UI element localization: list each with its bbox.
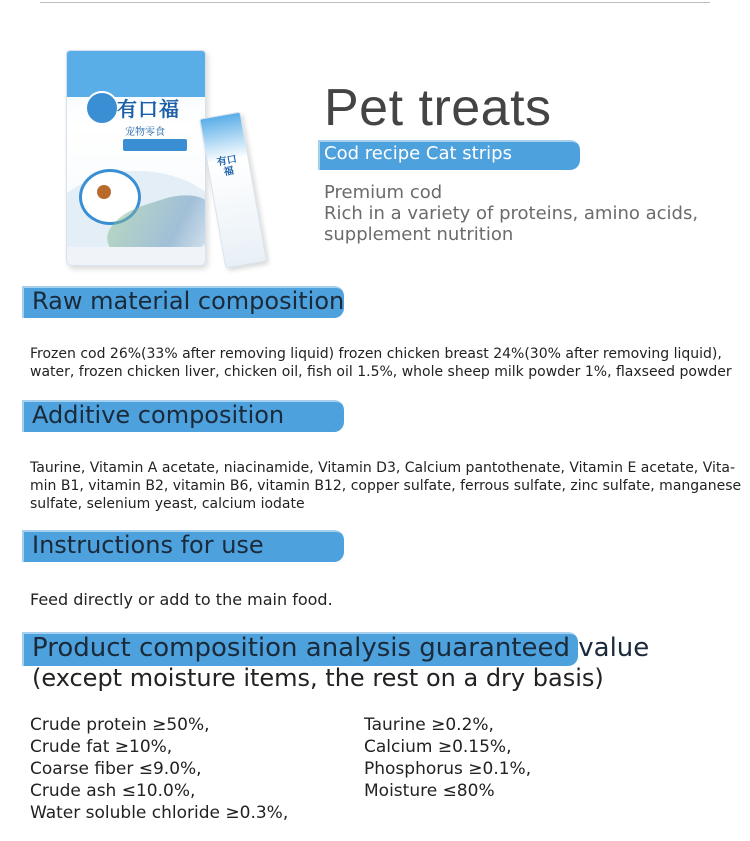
brand-logo-icon — [85, 91, 119, 125]
analysis-item: Calcium ≥0.15%, — [364, 737, 512, 757]
pouch-top-band — [67, 51, 205, 97]
treat-stick — [199, 112, 267, 269]
feature-item: Rich in a variety of proteins, amino acids, — [324, 203, 699, 224]
analysis-subheading: (except moisture items, the rest on a dry basis) — [32, 664, 604, 692]
text-line: Taurine, Vitamin A acetate, niacinamide, Vitamin D3, Calcium pantothenate, Vitamin E acetate, Vita- — [30, 460, 735, 476]
treat-pouch — [66, 50, 206, 266]
subtitle-text: Cod recipe Cat strips — [324, 143, 512, 164]
analysis-item: Crude protein ≥50%, — [30, 715, 210, 735]
analysis-item: Phosphorus ≥0.1%, — [364, 759, 532, 779]
pouch-footer — [67, 247, 205, 265]
raw-material-heading: Raw material composition — [32, 287, 345, 315]
additive-text — [30, 459, 741, 513]
pouch-tag — [123, 139, 187, 151]
text-line: min B1, vitamin B2, vitamin B6, vitamin B12, copper sulfate, ferrous sulfate, zinc sulfate, manganese — [30, 478, 742, 494]
analysis-item: Crude ash ≤10.0%, — [30, 781, 196, 801]
analysis-item: Moisture ≤80% — [364, 781, 495, 801]
instructions-text: Feed directly or add to the main food. — [30, 590, 333, 609]
analysis-item: Water soluble chloride ≥0.3%, — [30, 803, 289, 823]
text-line: Frozen cod 26%(33% after removing liquid) frozen chicken breast 24%(30% after removing liquid), — [30, 346, 722, 362]
analysis-heading: Product composition analysis guaranteed value — [32, 633, 650, 663]
feature-item: supplement nutrition — [324, 224, 514, 245]
analysis-item: Crude fat ≥10%, — [30, 737, 173, 757]
text-line: water, frozen chicken liver, chicken oil, fish oil 1.5%, whole sheep milk powder 1%, flaxseed powder — [30, 364, 732, 380]
analysis-item: Taurine ≥0.2%, — [364, 715, 494, 735]
feature-list — [324, 182, 698, 245]
analysis-item: Coarse fiber ≤9.0%, — [30, 759, 202, 779]
analysis-left-column — [30, 714, 288, 824]
stick-label: 有口福 — [216, 153, 238, 179]
heart-icon — [97, 185, 111, 199]
additive-heading: Additive composition — [32, 401, 285, 429]
page-title: Pet treats — [324, 79, 552, 137]
analysis-right-column — [364, 714, 531, 802]
text-line: sulfate, selenium yeast, calcium iodate — [30, 496, 305, 512]
raw-material-text — [30, 345, 732, 381]
top-divider — [40, 2, 710, 3]
pouch-subtitle: 宠物零食 — [125, 127, 165, 138]
instructions-heading: Instructions for use — [32, 531, 264, 559]
pouch-title: 有口福 — [117, 97, 180, 121]
feature-item: Premium cod — [324, 182, 443, 203]
product-image — [60, 50, 260, 270]
